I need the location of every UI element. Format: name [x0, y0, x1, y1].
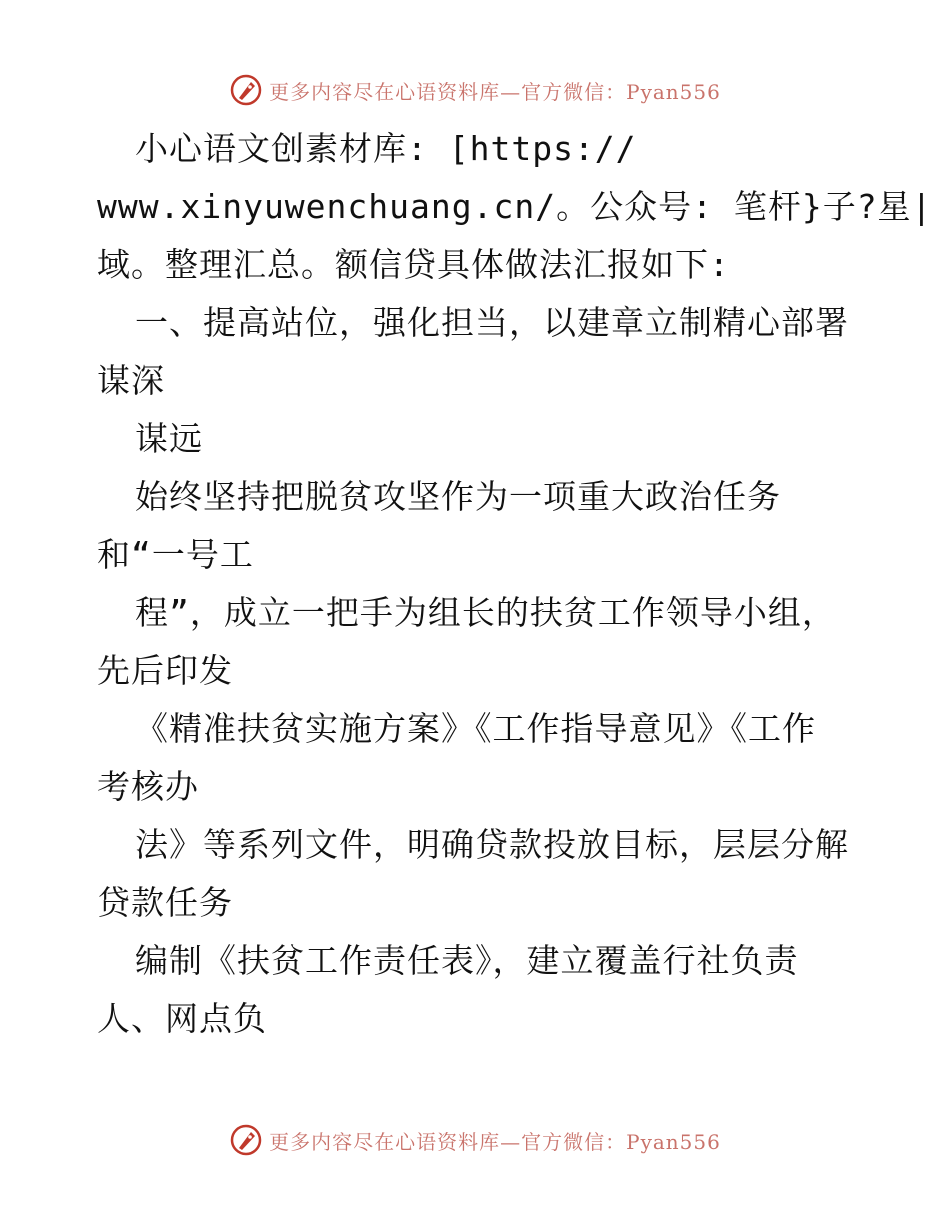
pen-nib-logo-icon — [229, 73, 263, 107]
body-line: 小心语文创素材库: [https:// — [135, 129, 637, 168]
body-line: 一、提高站位，强化担当，以建章立制精心部署 — [135, 303, 849, 342]
header-banner — [0, 70, 950, 110]
body-line: 程”，成立一把手为组长的扶贫工作领导小组， — [135, 593, 836, 632]
body-line: 贷款任务 — [97, 883, 233, 922]
body-line: 《精准扶贫实施方案》《工作指导意见》《工作 — [135, 709, 816, 748]
body-line: 始终坚持把脱贫攻坚作为一项重大政治任务 — [135, 477, 781, 516]
body-line: 域。整理汇总。额信贷具体做法汇报如下: — [97, 245, 730, 284]
body-line: 谋深 — [97, 361, 165, 400]
header-banner-text: 更多内容尽在心语资料库—官方微信：Pyan556 — [269, 79, 721, 104]
body-line: 先后印发 — [97, 651, 233, 690]
footer-banner-text: 更多内容尽在心语资料库—官方微信：Pyan556 — [269, 1129, 721, 1154]
body-line: 编制《扶贫工作责任表》，建立覆盖行社负责 — [135, 941, 799, 980]
body-line: 法》等系列文件，明确贷款投放目标，层层分解 — [135, 825, 849, 864]
footer-banner — [0, 1120, 950, 1160]
body-line: 人、网点负 — [97, 999, 267, 1038]
body-line: 和“一号工 — [97, 535, 254, 574]
body-line: 考核办 — [97, 767, 199, 806]
body-line: www.xinyuwenchuang.cn/。公众号: 笔杆}子?星| — [97, 187, 933, 226]
body-line: 谋远 — [135, 419, 203, 458]
pen-nib-logo-icon — [229, 1123, 263, 1157]
